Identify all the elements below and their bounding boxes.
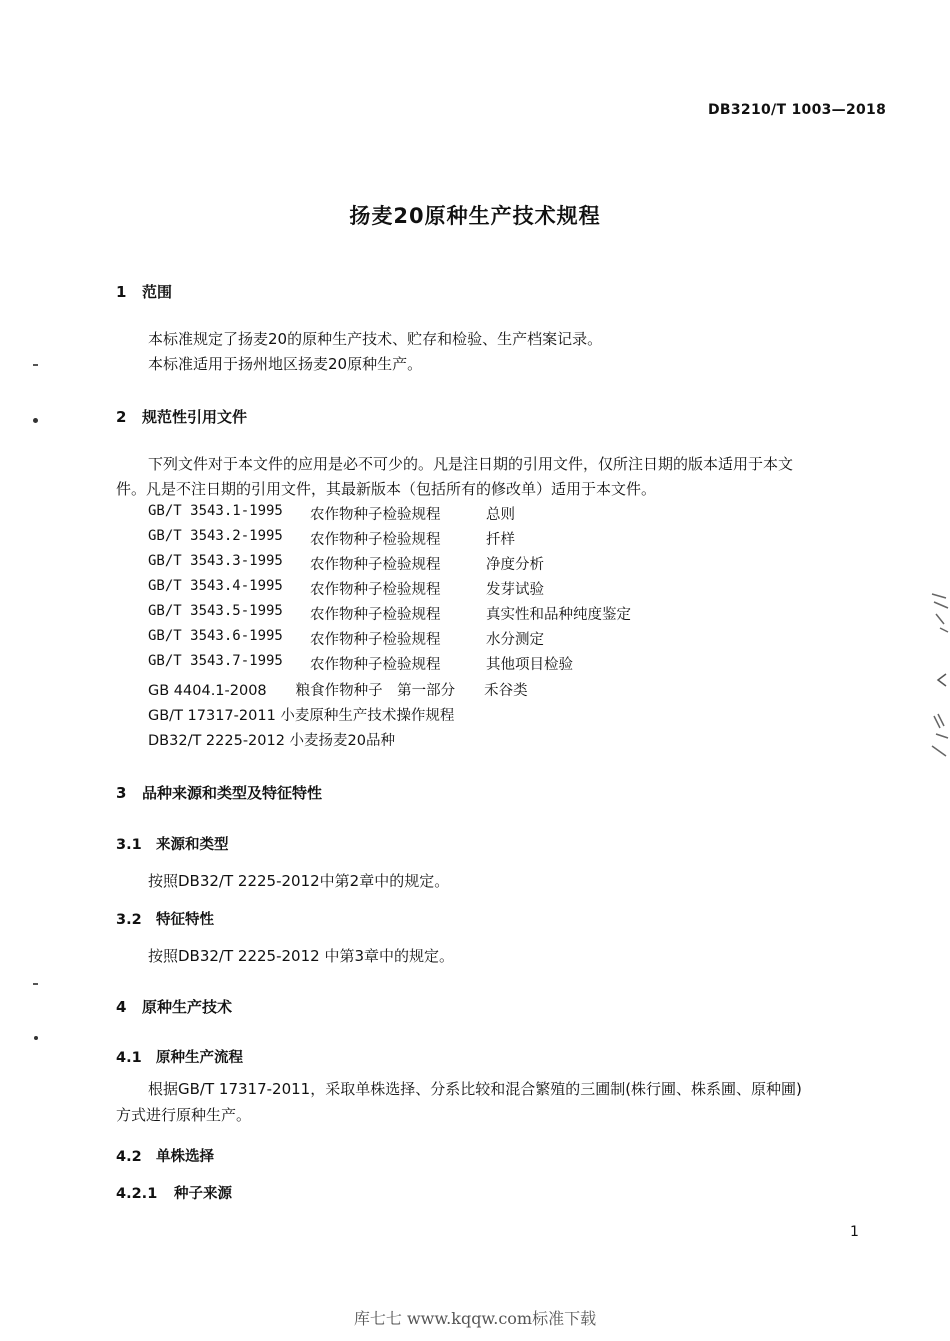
document-code: DB3210/T 1003—2018 (708, 102, 887, 118)
reference-standard: 农作物种子检验规程 (310, 532, 441, 548)
scan-binding-marks (926, 588, 950, 768)
section-3-2-text: 按照DB32/T 2225-2012 中第3章中的规定。 (148, 947, 454, 965)
section-title: 品种来源和类型及特征特性 (142, 784, 323, 802)
section-number: 4.2 (116, 1149, 142, 1165)
reference-part: 净度分析 (486, 557, 544, 573)
reference-gbt17317: GB/T 17317-2011 小麦原种生产技术操作规程 (148, 708, 455, 724)
reference-part: 发芽试验 (486, 582, 544, 598)
reference-code: GB/T 3543.2-1995 (148, 528, 283, 544)
section-title: 原种生产流程 (156, 1050, 243, 1066)
reference-standard: 农作物种子检验规程 (310, 507, 441, 523)
reference-standard: 农作物种子检验规程 (310, 607, 441, 623)
reference-code: GB/T 3543.7-1995 (148, 653, 283, 669)
section-title: 特征特性 (156, 912, 214, 928)
reference-part: 总则 (486, 507, 515, 523)
reference-code: GB/T 3543.5-1995 (148, 603, 283, 619)
footer-watermark: 库七七 www.kqqw.com标准下载 (353, 1309, 597, 1328)
reference-part: 真实性和品种纯度鉴定 (486, 607, 631, 623)
section-3-2-heading (116, 908, 214, 929)
section-3-1-text: 按照DB32/T 2225-2012中第2章中的规定。 (148, 872, 450, 890)
section-title: 来源和类型 (156, 837, 229, 853)
section-title: 原种生产技术 (142, 998, 233, 1016)
section-title: 种子来源 (174, 1186, 232, 1202)
reference-code: GB/T 3543.4-1995 (148, 578, 283, 594)
section-title: 单株选择 (156, 1149, 214, 1165)
section-4-1-heading (116, 1046, 243, 1067)
section-2-heading (116, 406, 247, 427)
section-3-heading (116, 782, 322, 803)
section-4-1-text-line-1: 根据GB/T 17317-2011，采取单株选择、分系比较和混合繁殖的三圃制(株行圃、株系圃、原种圃) (148, 1080, 802, 1098)
reference-code: GB/T 3543.6-1995 (148, 628, 283, 644)
section-4-1-text-line-2: 方式进行原种生产。 (116, 1106, 252, 1124)
reference-standard: 农作物种子检验规程 (310, 582, 441, 598)
section-2-intro-line-1: 下列文件对于本文件的应用是必不可少的。凡是注日期的引用文件，仅所注日期的版本适用于本文 (148, 455, 794, 473)
section-3-1-heading (116, 833, 229, 854)
section-title: 规范性引用文件 (142, 408, 248, 426)
reference-standard: 农作物种子检验规程 (310, 557, 441, 573)
section-title: 范围 (142, 283, 173, 301)
scan-mark (34, 1036, 38, 1040)
reference-part: 扦样 (486, 532, 515, 548)
section-number: 4 (116, 998, 127, 1016)
page-number: 1 (850, 1224, 859, 1240)
section-number: 1 (116, 283, 127, 301)
reference-db32t2225: DB32/T 2225-2012 小麦扬麦20品种 (148, 733, 396, 749)
reference-code: GB/T 3543.1-1995 (148, 503, 283, 519)
reference-part: 其他项目检验 (486, 657, 573, 673)
section-number: 3.1 (116, 837, 142, 853)
section-number: 3 (116, 784, 127, 802)
section-4-heading (116, 996, 232, 1017)
section-number: 3.2 (116, 912, 142, 928)
section-number: 4.2.1 (116, 1186, 158, 1202)
section-1-heading (116, 281, 172, 302)
reference-code: GB/T 3543.3-1995 (148, 553, 283, 569)
scan-mark (33, 364, 38, 366)
section-4-2-heading (116, 1145, 214, 1166)
section-number: 2 (116, 408, 127, 426)
reference-gb4404: GB 4404.1-2008 粮食作物种子 第一部分 禾谷类 (148, 683, 528, 699)
reference-standard: 农作物种子检验规程 (310, 657, 441, 673)
document-title: 扬麦20原种生产技术规程 (349, 204, 601, 228)
section-2-intro-line-2: 件。凡是不注日期的引用文件，其最新版本（包括所有的修改单）适用于本文件。 (116, 480, 657, 498)
section-4-2-1-heading (116, 1182, 232, 1203)
section-1-paragraph-1: 本标准规定了扬麦20的原种生产技术、贮存和检验、生产档案记录。 (148, 330, 603, 348)
scan-mark (33, 983, 38, 985)
reference-part: 水分测定 (486, 632, 544, 648)
scan-mark (33, 418, 38, 423)
section-number: 4.1 (116, 1050, 142, 1066)
reference-standard: 农作物种子检验规程 (310, 632, 441, 648)
section-1-paragraph-2: 本标准适用于扬州地区扬麦20原种生产。 (148, 355, 423, 373)
